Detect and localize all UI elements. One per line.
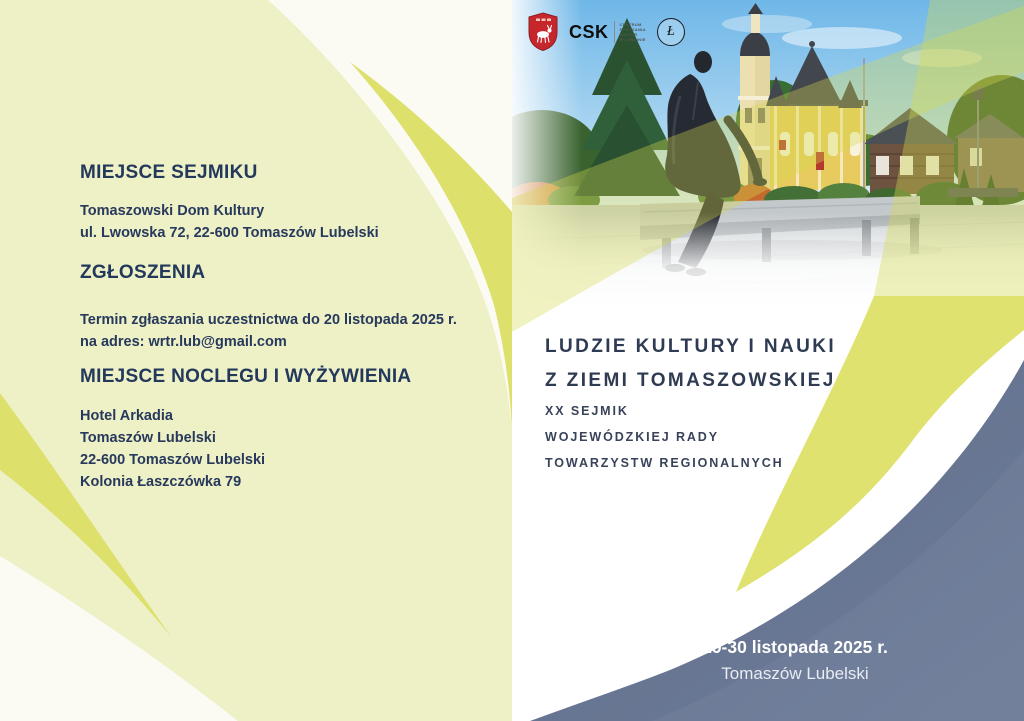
registration-line: Termin zgłaszania uczestnictwa do 20 listopada 2025 r. [80, 312, 457, 328]
venue-line: Tomaszowski Dom Kultury [80, 203, 265, 219]
csk-subline: CENTRUM [619, 22, 642, 27]
csk-logo-divider [614, 21, 615, 43]
event-title-line-2: Z ZIEMI TOMASZOWSKIEJ [545, 370, 836, 391]
csk-subline: SPOTKANIA [619, 27, 646, 32]
tomaszow-coat-of-arms-icon [528, 12, 558, 52]
section-heading-registration: ZGŁOSZENIA [80, 262, 206, 283]
right-overlay-swooshes [512, 0, 1024, 721]
accommodation-line: Kolonia Łaszczówka 79 [80, 474, 242, 490]
csk-logo-text: CSK [569, 21, 609, 42]
section-heading-venue: MIEJSCE SEJMIKU [80, 162, 258, 183]
monogram-letter: Ł [666, 24, 675, 39]
event-title-line-1: LUDZIE KULTURY I NAUKI [545, 336, 836, 357]
registration-email: na adres: wrtr.lub@gmail.com [80, 334, 287, 350]
section-heading-accommodation: MIEJSCE NOCLEGU I WYŻYWIENIA [80, 366, 412, 387]
event-subtitle-line-2: WOJEWÓDZKIEJ RADY [545, 430, 719, 444]
section-body-venue [80, 200, 379, 244]
event-place: Tomaszów Lubelski [721, 664, 869, 683]
csk-subline: KULTUR [619, 32, 638, 37]
event-footer [645, 637, 945, 684]
monogram-logo [657, 18, 685, 46]
csk-logo-subtext [620, 22, 646, 42]
event-date: 29-30 listopada 2025 r. [702, 637, 888, 657]
event-subtitle-line-3: TOWARZYSTW REGIONALNYCH [545, 456, 784, 470]
logo-row [528, 12, 685, 52]
accommodation-line: 22-600 Tomaszów Lubelski [80, 452, 266, 468]
accommodation-line: Hotel Arkadia [80, 408, 173, 424]
section-body-accommodation [80, 405, 265, 493]
csk-logo [569, 21, 646, 43]
accommodation-line: Tomaszów Lubelski [80, 430, 216, 446]
venue-line: ul. Lwowska 72, 22-600 Tomaszów Lubelski [80, 225, 379, 241]
event-subtitle-line-1: XX SEJMIK [545, 404, 629, 418]
section-body-registration [80, 309, 457, 353]
front-cover-panel [512, 0, 1024, 721]
csk-subline: W LUBLINIE [619, 37, 646, 42]
